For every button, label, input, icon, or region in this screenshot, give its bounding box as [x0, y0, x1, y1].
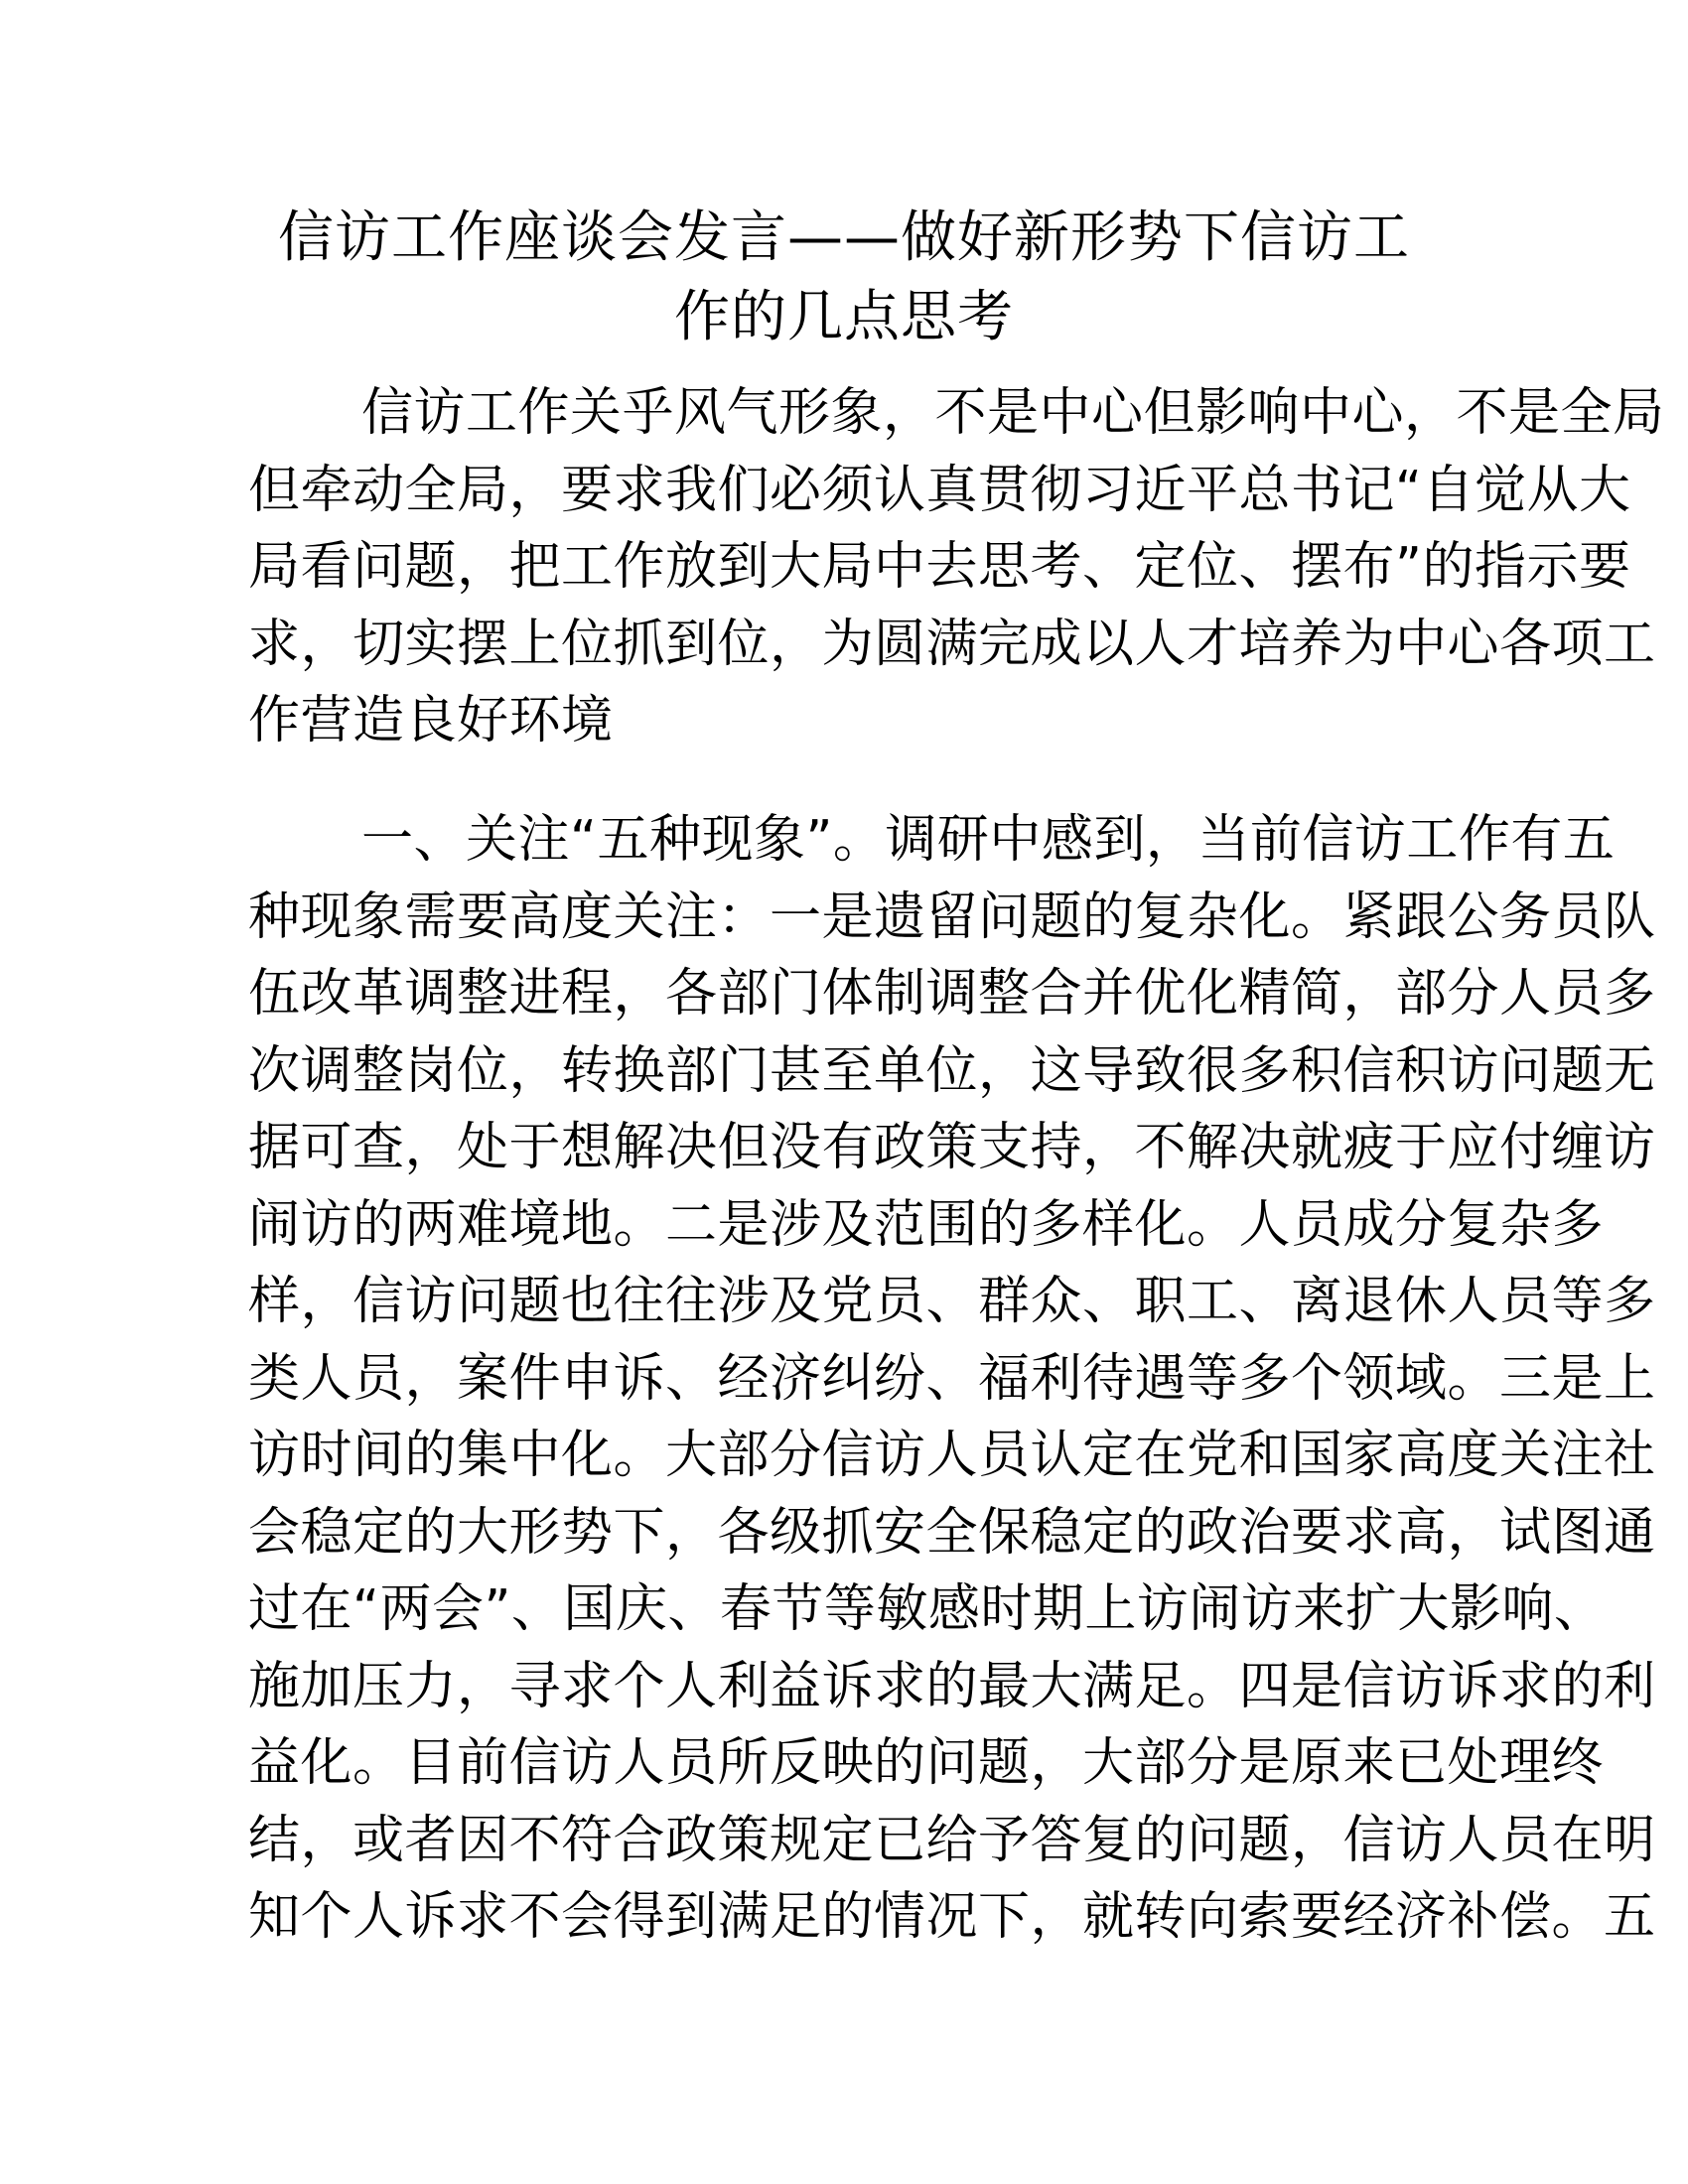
text-line: 益化。目前信访人员所反映的问题，大部分是原来已处理终: [248, 1733, 1605, 1793]
document-title: [199, 199, 1489, 357]
paragraph-intro: [248, 375, 1665, 760]
title-line: 作的几点思考: [674, 285, 1014, 349]
text-line: 但牵动全局，要求我们必须认真贯彻习近平总书记“自觉从大: [248, 460, 1631, 520]
text-line: 结，或者因不符合政策规定已给予答复的问题，信访人员在明: [248, 1810, 1656, 1870]
text-line: 闹访的两难境地。二是涉及范围的多样化。人员成分复杂多: [248, 1194, 1605, 1255]
text-line: 类人员，案件申诉、经济纠纷、福利待遇等多个领域。三是上: [248, 1348, 1656, 1409]
text-line: 局看问题，把工作放到大局中去思考、定位、摆布”的指示要: [248, 537, 1631, 597]
text-line: 知个人诉求不会得到满足的情况下，就转向索要经济补偿。五: [248, 1887, 1656, 1947]
text-line: 施加压力，寻求个人利益诉求的最大满足。四是信访诉求的利: [248, 1656, 1656, 1716]
text-line: 次调整岗位，转换部门甚至单位，这导致很多积信积访问题无: [248, 1040, 1656, 1101]
text-line: 信访工作关乎风气形象，不是中心但影响中心，不是全局: [361, 383, 1665, 443]
text-line: 访时间的集中化。大部分信访人员认定在党和国家高度关注社: [248, 1426, 1656, 1485]
text-line: 过在“两会”、国庆、春节等敏感时期上访闹访来扩大影响、: [248, 1579, 1607, 1639]
paragraph-five-phenomena: [248, 802, 1656, 1957]
text-line: 样，信访问题也往往涉及党员、群众、职工、离退休人员等多: [248, 1272, 1656, 1331]
text-line: 伍改革调整进程，各部门体制调整合并优化精简，部分人员多: [248, 964, 1656, 1024]
text-line: 求，切实摆上位抓到位，为圆满完成以人才培养为中心各项工: [248, 614, 1656, 674]
text-line: 作营造良好环境: [248, 691, 614, 751]
text-line: 一、关注“五种现象”。调研中感到，当前信访工作有五: [361, 810, 1616, 870]
text-line: 会稳定的大形势下，各级抓安全保稳定的政治要求高，试图通: [248, 1502, 1656, 1563]
text-line: 种现象需要高度关注：一是遗留问题的复杂化。紧跟公务员队: [248, 887, 1656, 947]
text-line: 据可查，处于想解决但没有政策支持，不解决就疲于应付缠访: [248, 1118, 1656, 1177]
title-line: 信访工作座谈会发言——做好新形势下信访工: [278, 205, 1410, 270]
